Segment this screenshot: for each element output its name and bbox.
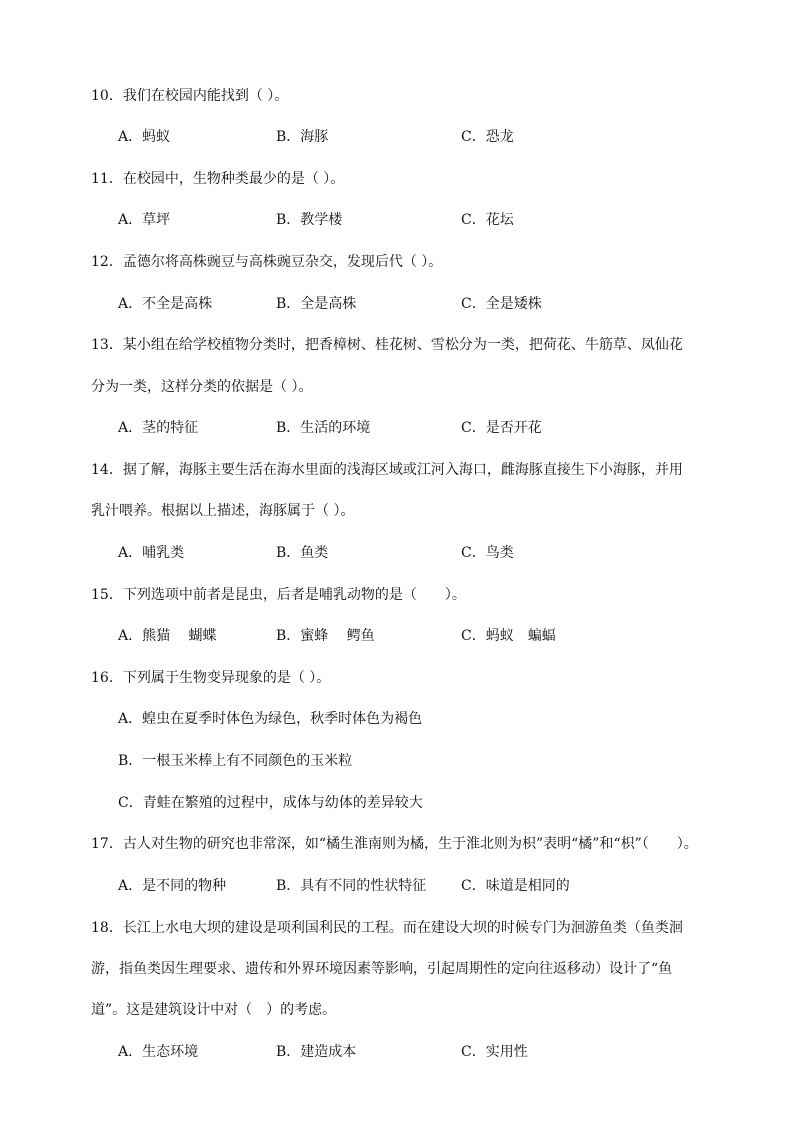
question-16 bbox=[91, 668, 330, 688]
question-number: 10． bbox=[91, 88, 123, 104]
question-13-continued: 分为一类，这样分类的依据是（ ）。 bbox=[91, 379, 313, 395]
option-b: B．蜜蜂 鳄鱼 bbox=[276, 628, 375, 644]
option-b: B．一根玉米棒上有不同颜色的玉米粒 bbox=[118, 753, 353, 769]
question-number: 12． bbox=[91, 254, 123, 270]
question-text: 孟德尔将高株豌豆与高株豌豆杂交，发现后代（ ）。 bbox=[122, 254, 443, 270]
question-13 bbox=[91, 335, 683, 355]
question-10 bbox=[91, 86, 288, 106]
option-b: B．建造成本 bbox=[276, 1044, 357, 1060]
option-a: A．生态环境 bbox=[118, 1044, 199, 1060]
option-a: A．不全是高株 bbox=[118, 296, 213, 312]
question-number: 11． bbox=[91, 171, 123, 187]
option-c: C．青蛙在繁殖的过程中，成体与幼体的差异较大 bbox=[118, 795, 423, 811]
question-18 bbox=[91, 918, 683, 938]
option-b: B．鱼类 bbox=[276, 545, 329, 561]
question-text: 古人对生物的研究也非常深，如“橘生淮南则为橘，生于淮北则为枳”表明“橘”和“枳”（ ）。 bbox=[122, 836, 698, 852]
question-18-continued-1: 游，指鱼类因生理要求、遗传和外界环境因素等影响，引起周期性的定向往返移动）设计了“鱼 bbox=[91, 961, 673, 977]
question-14-continued: 乳汁喂养。根据以上描述，海豚属于（ ）。 bbox=[91, 503, 355, 519]
question-text-line-1: 长江上水电大坝的建设是项利国利民的工程。而在建设大坝的时候专门为洄游鱼类（鱼类洄 bbox=[122, 920, 683, 936]
question-number: 16． bbox=[91, 670, 123, 686]
question-15 bbox=[91, 585, 466, 605]
question-11 bbox=[91, 169, 344, 189]
question-number: 15． bbox=[91, 587, 123, 603]
option-c: C．实用性 bbox=[461, 1044, 528, 1060]
option-a: A．茎的特征 bbox=[118, 420, 199, 436]
question-number: 17． bbox=[91, 836, 123, 852]
option-c: C．蚂蚁 蝙蝠 bbox=[461, 628, 556, 644]
option-c: C．全是矮株 bbox=[461, 296, 542, 312]
option-b: B．生活的环境 bbox=[276, 420, 371, 436]
option-c: C．是否开花 bbox=[461, 420, 542, 436]
option-c: C．鸟类 bbox=[461, 545, 514, 561]
option-a: A．蝗虫在夏季时体色为绿色，秋季时体色为褐色 bbox=[118, 711, 423, 727]
question-text-line-1: 据了解，海豚主要生活在海水里面的浅海区域或江河入海口，雌海豚直接生下小海豚，并用 bbox=[122, 462, 683, 478]
question-18-continued-2: 道”。这是建筑设计中对（ ）的考虑。 bbox=[91, 1002, 337, 1018]
option-b: B．海豚 bbox=[276, 129, 329, 145]
question-17 bbox=[91, 834, 698, 854]
option-c: C．花坛 bbox=[461, 212, 514, 228]
option-a: A．是不同的物种 bbox=[118, 878, 227, 894]
question-number: 13． bbox=[91, 337, 123, 353]
question-12 bbox=[91, 252, 442, 272]
option-a: A．哺乳类 bbox=[118, 545, 185, 561]
option-b: B．全是高株 bbox=[276, 296, 357, 312]
question-text: 在校园中，生物种类最少的是（ ）。 bbox=[122, 171, 345, 187]
question-text-line-1: 某小组在给学校植物分类时，把香樟树、桂花树、雪松分为一类，把荷花、牛筋草、凤仙花 bbox=[122, 337, 683, 353]
question-text: 下列属于生物变异现象的是（ ）。 bbox=[122, 670, 331, 686]
option-c: C．恐龙 bbox=[461, 129, 514, 145]
question-number: 18． bbox=[91, 920, 123, 936]
question-number: 14． bbox=[91, 462, 123, 478]
option-c: C．味道是相同的 bbox=[461, 878, 570, 894]
question-text: 我们在校园内能找到（ ）。 bbox=[122, 88, 289, 104]
option-b: B．具有不同的性状特征 bbox=[276, 878, 427, 894]
option-a: A．蚂蚁 bbox=[118, 129, 171, 145]
question-14 bbox=[91, 460, 683, 480]
option-a: A．草坪 bbox=[118, 212, 171, 228]
question-text: 下列选项中前者是昆虫，后者是哺乳动物的是（ ）。 bbox=[122, 587, 466, 603]
option-a: A．熊猫 蝴蝶 bbox=[118, 628, 217, 644]
option-b: B．教学楼 bbox=[276, 212, 343, 228]
